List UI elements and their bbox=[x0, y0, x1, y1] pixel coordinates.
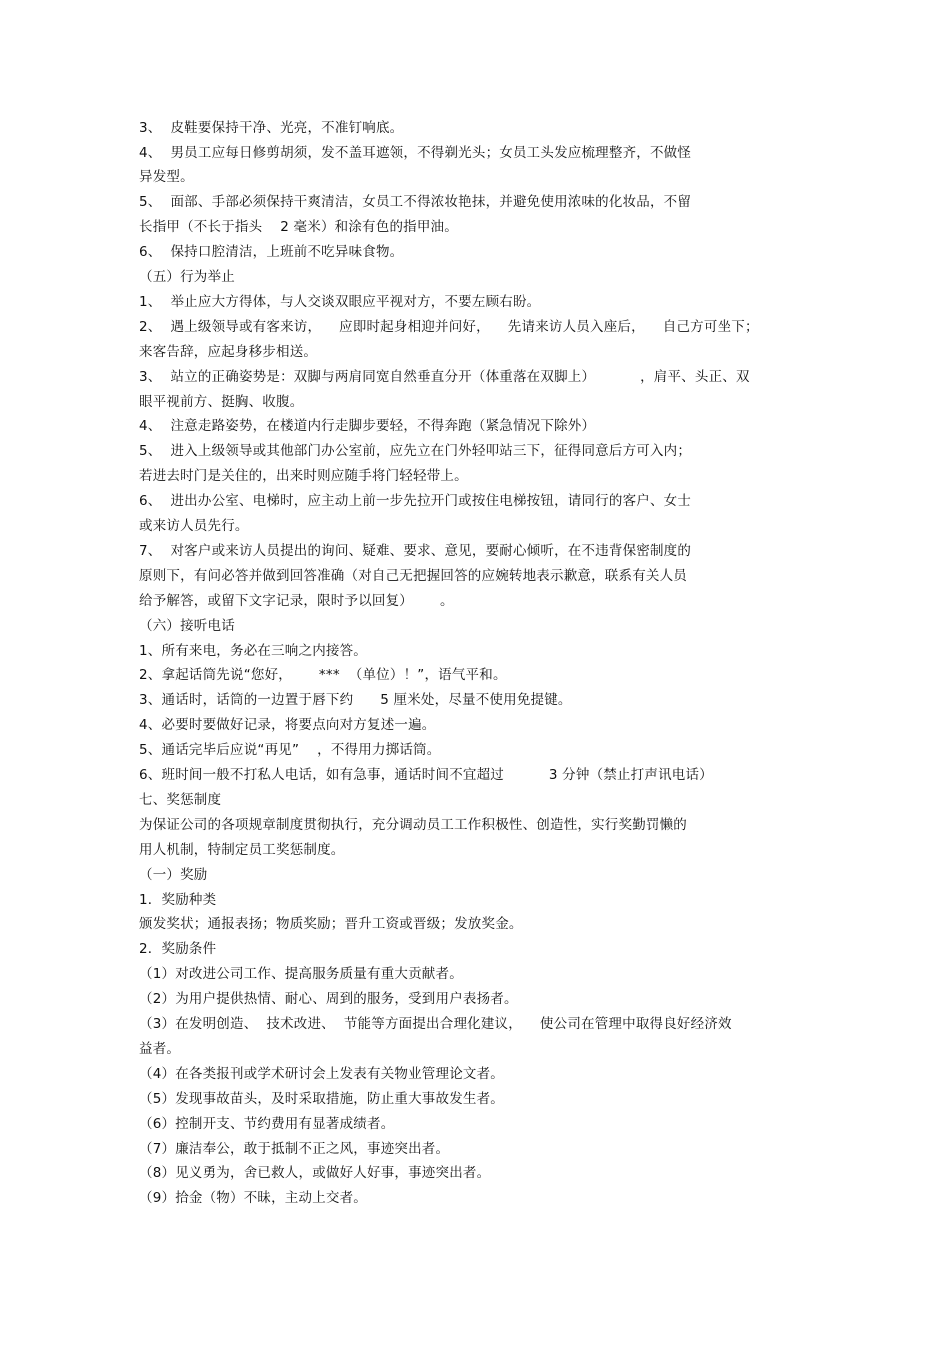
text-line: （7）廉洁奉公，敢于抵制不正之风，事迹突出者。 bbox=[139, 1141, 450, 1157]
text-line: 1、所有来电，务必在三响之内接答。 bbox=[139, 643, 367, 659]
text-line: 5、 面部、手部必须保持干爽清洁，女员工不得浓妆艳抹，并避免使用浓味的化妆品，不留 bbox=[139, 194, 692, 210]
text-line: 3、 皮鞋要保持干净、光亮，不准钉响底。 bbox=[139, 120, 404, 136]
text-line: （6）控制开支、节约费用有显著成绩者。 bbox=[139, 1116, 395, 1132]
text-line: 长指甲（不长于指头 2 毫米）和涂有色的指甲油。 bbox=[139, 219, 458, 235]
text-line: 6、 保持口腔清洁，上班前不吃异味食物。 bbox=[139, 244, 404, 260]
text-line: 为保证公司的各项规章制度贯彻执行，充分调动员工工作积极性、创造性，实行奖勤罚懒的 bbox=[139, 817, 687, 833]
text-line: 5、通话完毕后应说“再见” ，不得用力掷话筒。 bbox=[139, 742, 441, 758]
text-line: 5、 进入上级领导或其他部门办公室前，应先立在门外轻叩站三下，征得同意后方可入内； bbox=[139, 443, 692, 459]
text-line: 3、 站立的正确姿势是：双脚与两肩同宽自然垂直分开（体重落在双脚上） ，肩平、头正、双 bbox=[139, 369, 750, 385]
subsection-heading: 2．奖励条件 bbox=[139, 941, 217, 957]
section-heading: （一）奖励 bbox=[139, 867, 208, 883]
text-line: （5）发现事故苗头，及时采取措施，防止重大事故发生者。 bbox=[139, 1091, 504, 1107]
text-line: （3）在发明创造、 技术改进、 节能等方面提出合理化建议， 使公司在管理中取得良好经济效 bbox=[139, 1016, 732, 1032]
text-line: 4、 男员工应每日修剪胡须，发不盖耳遮领，不得剃光头；女员工头发应梳理整齐，不做怪 bbox=[139, 145, 692, 161]
section-heading: 七、奖惩制度 bbox=[139, 792, 222, 808]
text-line: 颁发奖状；通报表扬；物质奖励；晋升工资或晋级；发放奖金。 bbox=[139, 916, 523, 932]
text-line: （1）对改进公司工作、提高服务质量有重大贡献者。 bbox=[139, 966, 463, 982]
text-line: 2、拿起话筒先说“您好， *** （单位）！”，语气平和。 bbox=[139, 667, 507, 683]
text-line: 原则下，有问必答并做到回答准确（对自己无把握回答的应婉转地表示歉意，联系有关人员 bbox=[139, 568, 687, 584]
text-line: 6、班时间一般不打私人电话，如有急事，通话时间不宜超过 3 分钟（禁止打声讯电话） bbox=[139, 767, 713, 783]
text-line: 6、 进出办公室、电梯时，应主动上前一步先拉开门或按住电梯按钮，请同行的客户、女士 bbox=[139, 493, 692, 509]
text-line: （9）拾金（物）不昧，主动上交者。 bbox=[139, 1190, 367, 1206]
text-line: 2、 遇上级领导或有客来访， 应即时起身相迎并问好， 先请来访人员入座后， 自己方可坐下； bbox=[139, 319, 759, 335]
text-line: 眼平视前方、挺胸、收腹。 bbox=[139, 394, 304, 410]
subsection-heading: 1．奖励种类 bbox=[139, 892, 217, 908]
text-line: （2）为用户提供热情、耐心、周到的服务，受到用户表扬者。 bbox=[139, 991, 518, 1007]
text-line: 或来访人员先行。 bbox=[139, 518, 249, 534]
section-heading: （五）行为举止 bbox=[139, 269, 235, 285]
text-line: （8）见义勇为，舍已救人，或做好人好事，事迹突出者。 bbox=[139, 1165, 491, 1181]
text-line: 若进去时门是关住的，出来时则应随手将门轻轻带上。 bbox=[139, 468, 468, 484]
text-line: 7、 对客户或来访人员提出的询问、疑难、要求、意见，要耐心倾听，在不违背保密制度的 bbox=[139, 543, 692, 559]
text-line: （4）在各类报刊或学术研讨会上发表有关物业管理论文者。 bbox=[139, 1066, 504, 1082]
text-line: 异发型。 bbox=[139, 169, 194, 185]
text-line: 4、 注意走路姿势，在楼道内行走脚步要轻，不得奔跑（紧急情况下除外） bbox=[139, 418, 596, 434]
text-line: 来客告辞，应起身移步相送。 bbox=[139, 344, 318, 360]
text-line: 益者。 bbox=[139, 1041, 181, 1057]
text-line: 4、必要时要做好记录，将要点向对方复述一遍。 bbox=[139, 717, 436, 733]
text-line: 3、通话时，话筒的一边置于唇下约 5 厘米处，尽量不使用免提键。 bbox=[139, 692, 572, 708]
section-heading: （六）接听电话 bbox=[139, 618, 235, 634]
text-line: 用人机制，特制定员工奖惩制度。 bbox=[139, 842, 345, 858]
text-line: 给予解答，或留下文字记录，限时予以回复） 。 bbox=[139, 593, 454, 609]
text-line: 1、 举止应大方得体，与人交谈双眼应平视对方，不要左顾右盼。 bbox=[139, 294, 541, 310]
